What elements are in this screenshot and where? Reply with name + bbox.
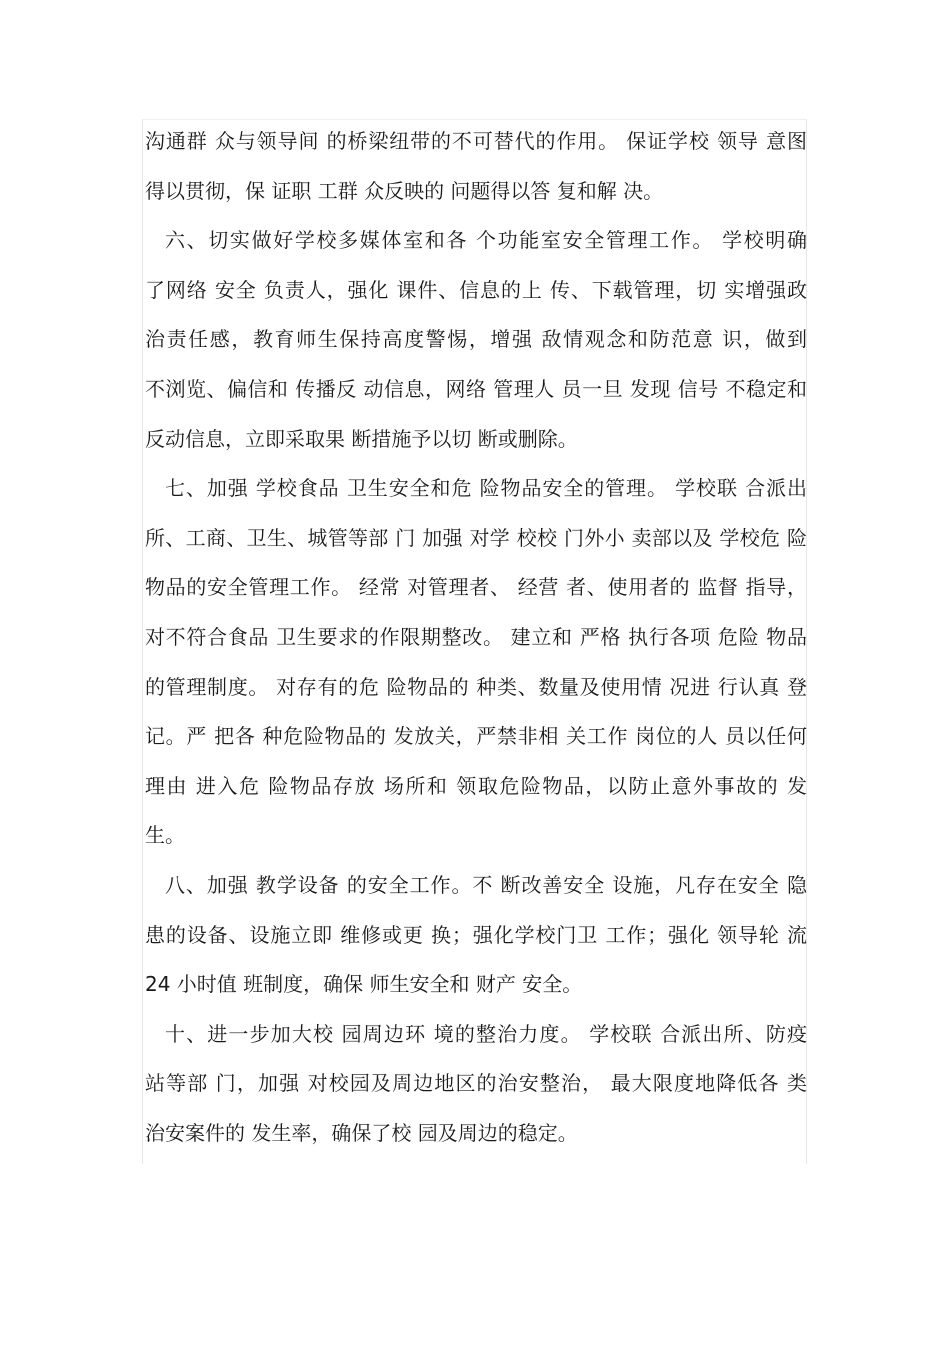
text-line: 站等部 门，加强 对校园及周边地区的治安整治， 最大限度地降低各 类: [145, 1071, 807, 1096]
text-line: 生。: [145, 823, 185, 848]
text-line: 所、工商、卫生、城管等部 门 加强 对学 校校 门外小 卖部以及 学校危 险: [145, 525, 807, 550]
text-line: 得以贯彻，保 证职 工群 众反映的 问题得以答 复和解 决。: [145, 178, 664, 203]
text-line: 理由 进入危 险物品存放 场所和 领取危险物品，以防止意外事故的 发: [145, 773, 807, 798]
text-line: 的管理制度。 对存有的危 险物品的 种类、数量及使用情 况进 行认真 登: [145, 674, 807, 699]
text-line: 沟通群 众与领导间 的桥梁纽带的不可替代的作用。 保证学校 领导 意图: [145, 129, 807, 153]
text-line: 了网络 安全 负责人，强化 课件、信息的上 传、下载管理，切 实增强政: [145, 277, 807, 302]
text-line: 不浏览、偏信和 传播反 动信息，网络 管理人 员一旦 发现 信号 不稳定和: [145, 376, 807, 401]
text-line: 反动信息，立即采取果 断措施予以切 断或删除。: [145, 426, 578, 451]
paragraph-7-heading-line: 七、加强 学校食品 卫生安全和危 险物品安全的管理。 学校联 合派出: [165, 476, 807, 501]
document-body: [145, 117, 807, 1158]
text-line: 24 小时值 班制度，确保 师生安全和 财产 安全。: [145, 972, 583, 997]
paragraph-10-heading-line: 十、进一步加大校 园周边环 境的整治力度。 学校联 合派出所、防疫: [165, 1021, 807, 1046]
text-line: 记。严 把各 种危险物品的 发放关，严禁非相 关工作 岗位的人 员以任何: [145, 724, 807, 749]
paragraph-6-heading-line: 六、切实做好学校多媒体室和各 个功能室安全管理工作。 学校明确: [165, 228, 807, 253]
text-line: 治安案件的 发生率，确保了校 园及周边的稳定。: [145, 1120, 578, 1145]
text-line: 对不符合食品 卫生要求的作限期整改。 建立和 严格 执行各项 危险 物品: [145, 624, 807, 649]
text-line: 治责任感，教育师生保持高度警惕，增强 敌情观念和防范意 识，做到: [145, 327, 807, 352]
text-line: 物品的安全管理工作。 经常 对管理者、 经营 者、使用者的 监督 指导，: [145, 575, 807, 600]
paragraph-8-heading-line: 八、加强 教学设备 的安全工作。不 断改善安全 设施，凡存在安全 隐: [165, 872, 807, 897]
text-line: 患的设备、设施立即 维修或更 换；强化学校门卫 工作；强化 领导轮 流: [145, 922, 807, 947]
